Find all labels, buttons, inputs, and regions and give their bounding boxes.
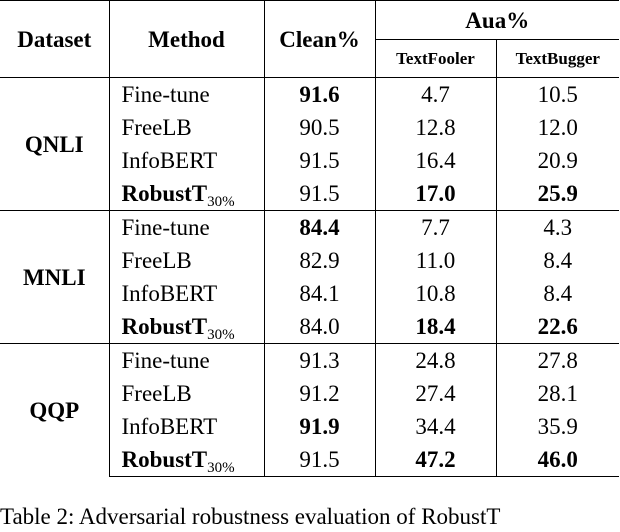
clean-cell: 91.5 [264, 177, 375, 211]
textfooler-cell: 34.4 [375, 410, 496, 443]
textfooler-cell: 7.7 [375, 211, 496, 245]
method-cell: FreeLB [109, 244, 264, 277]
textfooler-cell: 10.8 [375, 277, 496, 310]
method-cell: InfoBERT [109, 277, 264, 310]
method-subscript: 30% [207, 327, 235, 343]
method-cell: Fine-tune [109, 78, 264, 112]
dataset-cell-qnli: QNLI [0, 78, 109, 211]
clean-cell: 91.6 [264, 78, 375, 112]
clean-cell: 91.2 [264, 377, 375, 410]
textfooler-cell: 47.2 [375, 443, 496, 477]
method-cell: FreeLB [109, 111, 264, 144]
textfooler-header: TextFooler [375, 40, 496, 78]
textbugger-cell: 12.0 [537, 115, 578, 140]
clean-header: Clean% [264, 1, 375, 78]
method-cell-robustt [109, 310, 264, 344]
method-name: RobustT [121, 447, 208, 472]
textfooler-cell: 24.8 [375, 344, 496, 378]
method-cell: InfoBERT [109, 410, 264, 443]
method-subscript: 30% [207, 194, 235, 210]
textfooler-cell: 12.8 [375, 111, 496, 144]
clean-cell: 82.9 [264, 244, 375, 277]
textbugger-header: TextBugger [515, 49, 600, 68]
dataset-cell-mnli: MNLI [0, 211, 109, 344]
clean-cell: 84.1 [264, 277, 375, 310]
textfooler-cell: 18.4 [375, 310, 496, 344]
textbugger-cell: 46.0 [496, 443, 619, 477]
clean-cell: 90.5 [264, 111, 375, 144]
method-cell: FreeLB [109, 377, 264, 410]
clean-cell: 84.0 [264, 310, 375, 344]
method-cell-robustt [109, 443, 264, 477]
clean-cell: 91.3 [264, 344, 375, 378]
textbugger-cell: 35.9 [537, 414, 578, 439]
textbugger-cell: 22.6 [496, 310, 619, 344]
textfooler-cell: 11.0 [375, 244, 496, 277]
textbugger-cell: 8.4 [543, 281, 573, 306]
method-header: Method [109, 1, 264, 78]
clean-cell: 91.5 [264, 443, 375, 477]
method-subscript: 30% [207, 460, 235, 476]
aua-header: Aua% [375, 1, 619, 40]
textfooler-cell: 17.0 [375, 177, 496, 211]
clean-cell: 91.9 [264, 410, 375, 443]
textbugger-cell: 20.9 [537, 148, 578, 173]
dataset-header: Dataset [0, 1, 109, 78]
textbugger-cell: 25.9 [496, 177, 619, 211]
textbugger-cell: 27.8 [496, 344, 619, 378]
textfooler-cell: 16.4 [375, 144, 496, 177]
textfooler-cell: 27.4 [375, 377, 496, 410]
method-cell: InfoBERT [109, 144, 264, 177]
method-cell-robustt [109, 177, 264, 211]
method-cell: Fine-tune [109, 344, 264, 378]
dataset-cell-qqp: QQP [0, 344, 109, 477]
textfooler-cell: 4.7 [375, 78, 496, 112]
method-name: RobustT [121, 181, 208, 206]
clean-cell: 91.5 [264, 144, 375, 177]
textbugger-cell: 4.3 [496, 211, 619, 245]
method-cell: Fine-tune [109, 211, 264, 245]
method-name: RobustT [121, 314, 208, 339]
textbugger-cell: 28.1 [537, 381, 578, 406]
table-caption: Table 2: Adversarial robustness evaluation of RobustT [0, 504, 501, 529]
textbugger-cell: 10.5 [496, 78, 619, 112]
textbugger-cell: 8.4 [543, 248, 573, 273]
clean-cell: 84.4 [264, 211, 375, 245]
